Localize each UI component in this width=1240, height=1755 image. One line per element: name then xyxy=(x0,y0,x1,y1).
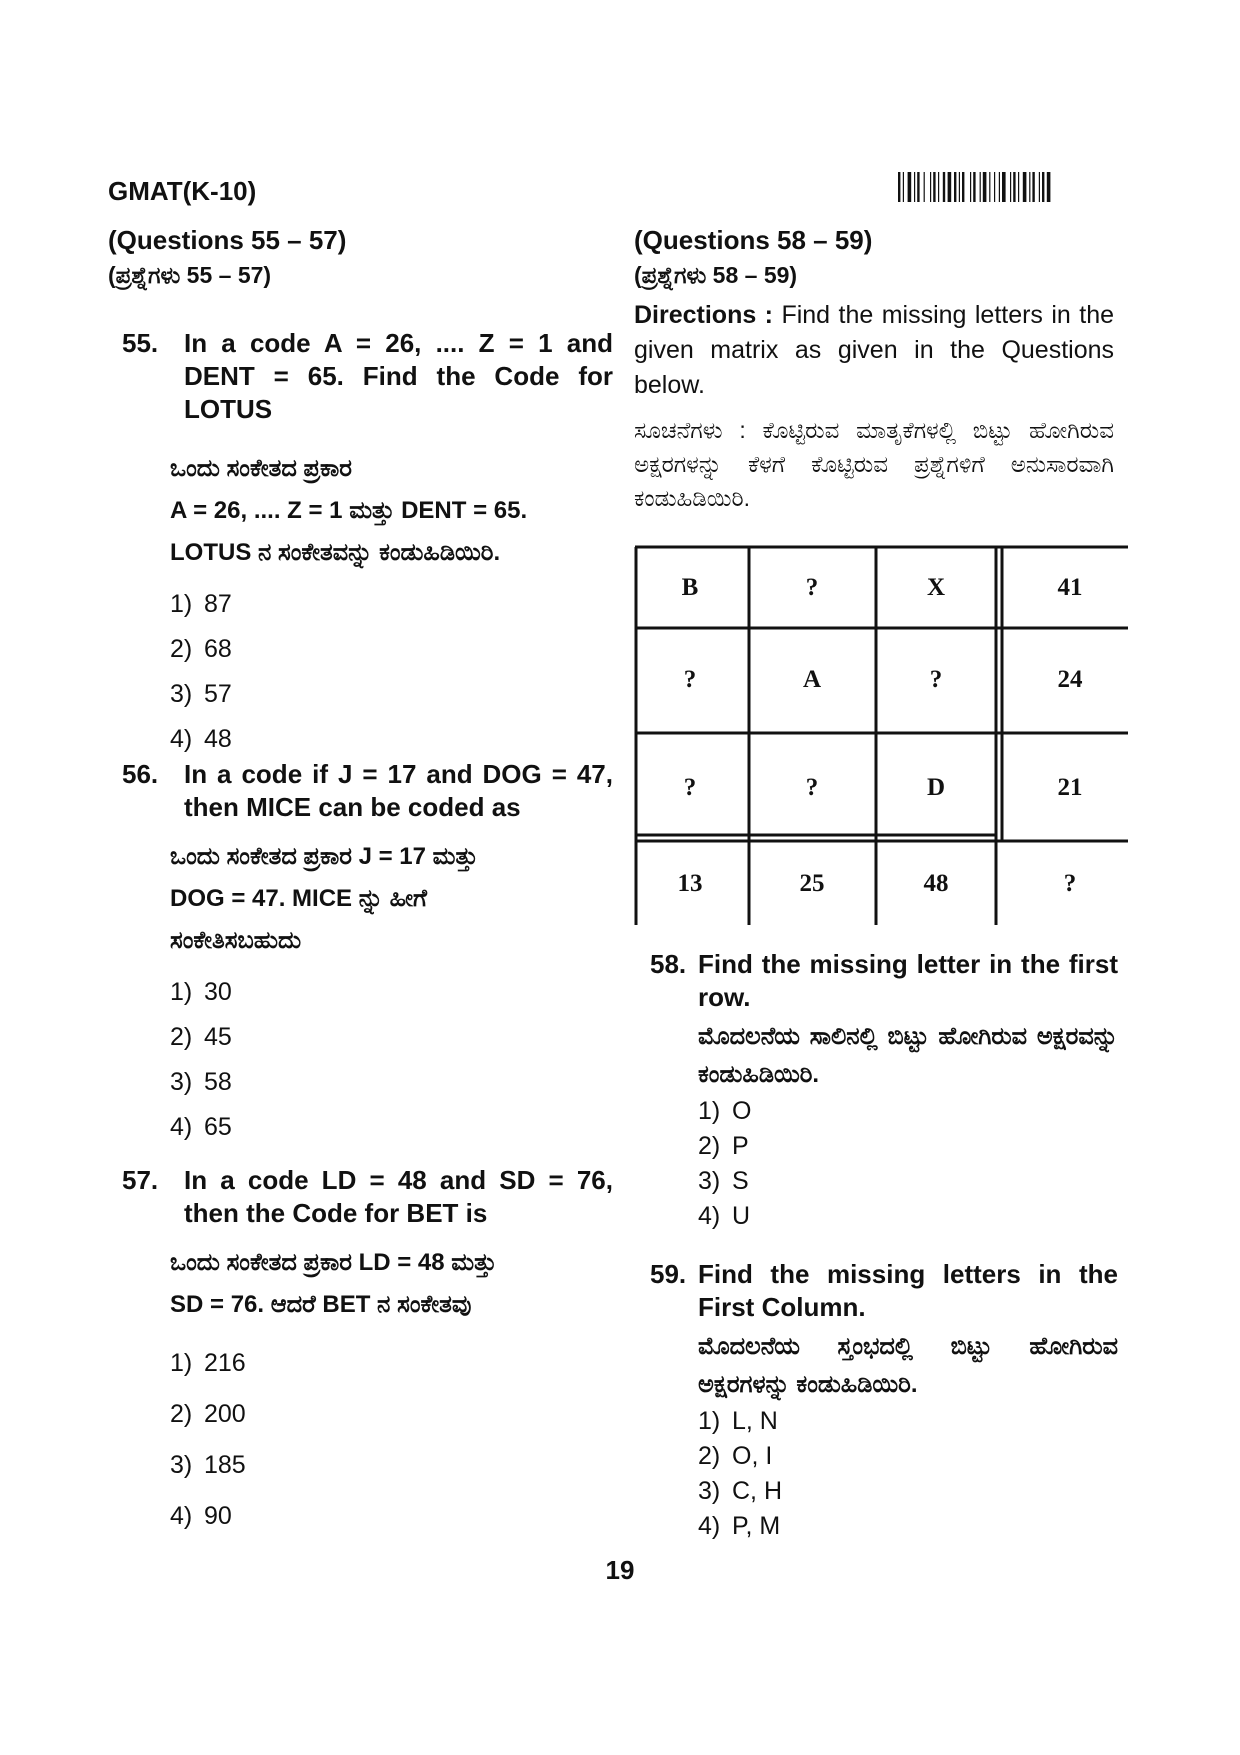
option[interactable]: 2) 68 xyxy=(170,635,232,663)
matrix-cell: B xyxy=(681,574,699,601)
options-list xyxy=(170,970,613,1150)
matrix-cell: 41 xyxy=(1057,574,1083,601)
question-text: Find the missing letter in the first row. xyxy=(698,949,1118,1012)
matrix-cell: ? xyxy=(805,574,819,601)
question-range-heading: (Questions 58 – 59) xyxy=(634,225,873,255)
matrix-grid-lines xyxy=(634,545,1128,925)
matrix-cell: 25 xyxy=(799,870,825,897)
option[interactable]: 1) O xyxy=(698,1097,752,1125)
question-number: 57. xyxy=(122,1165,159,1195)
question-number: 55. xyxy=(122,328,159,358)
options-list xyxy=(170,582,613,762)
kannada-line: ಒಂದು ಸಂಕೇತದ ಪ್ರಕಾರ xyxy=(170,455,352,482)
options-list xyxy=(170,1338,613,1542)
matrix-cell: ? xyxy=(683,666,697,693)
page-number: 19 xyxy=(605,1555,635,1585)
matrix-cell: ? xyxy=(929,666,943,693)
option[interactable]: 4) 65 xyxy=(170,1113,232,1141)
kannada-line: ಸಂಕೇತಿಸಬಹುದು xyxy=(170,927,302,954)
matrix-cell: ? xyxy=(805,774,819,801)
question-text: Find the missing letters in the First Column. xyxy=(698,1259,1118,1322)
matrix-cell: ? xyxy=(1063,870,1077,897)
kannada-line: ಒಂದು ಸಂಕೇತದ ಪ್ರಕಾರ LD = 48 ಮತ್ತು xyxy=(170,1249,497,1276)
question-text-kannada xyxy=(170,836,613,962)
kannada-line: LOTUS ನ ಸಂಕೇತವನ್ನು ಕಂಡುಹಿಡಿಯಿರಿ. xyxy=(170,539,501,566)
question-text: In a code if J = 17 and DOG = 47, then MICE can be coded as xyxy=(184,759,613,822)
letter-matrix xyxy=(634,545,1128,925)
directions xyxy=(634,298,1114,403)
option[interactable]: 2) O, I xyxy=(698,1442,773,1470)
matrix-cell: ? xyxy=(683,774,697,801)
right-column xyxy=(634,222,1114,515)
question-text-kannada: ಮೊದಲನೆಯ ಸಾಲಿನಲ್ಲಿ ಬಿಟ್ಟು ಹೋಗಿರುವ ಅಕ್ಷರವನ್ನು ಕಂಡುಹಿಡಿಯಿರಿ. xyxy=(698,1023,1118,1088)
option[interactable]: 3) 58 xyxy=(170,1068,232,1096)
directions-kannada: ಸೂಚನೆಗಳು : ಕೊಟ್ಟಿರುವ ಮಾತೃಕೆಗಳಲ್ಲಿ ಬಿಟ್ಟು ಹೋಗಿರುವ ಅಕ್ಷರಗಳನ್ನು ಕೆಳಗೆ ಕೊಟ್ಟಿರುವ ಪ್ರಶ್ನೆಗಳಿಗೆ ಅನುಸಾರವಾಗಿ ಕಂಡುಹಿಡಿಯಿರಿ. xyxy=(634,417,1114,511)
question-57 xyxy=(108,1164,613,1542)
option[interactable]: 2) 45 xyxy=(170,1023,232,1051)
question-text: In a code A = 26, .... Z = 1 and DENT = 65. Find the Code for LOTUS xyxy=(184,328,613,424)
left-column xyxy=(108,222,613,1530)
question-range-heading-kannada: (ಪ್ರಶ್ನೆಗಳು 58 – 59) xyxy=(634,262,798,288)
matrix-cell: X xyxy=(926,574,946,601)
kannada-line: A = 26, .... Z = 1 ಮತ್ತು DENT = 65. xyxy=(170,497,528,524)
question-range-heading-kannada: (ಪ್ರಶ್ನೆಗಳು 55 – 57) xyxy=(108,262,272,288)
question-number: 59. xyxy=(650,1259,687,1289)
option[interactable]: 3) S xyxy=(698,1167,749,1195)
kannada-line: ಒಂದು ಸಂಕೇತದ ಪ್ರಕಾರ J = 17 ಮತ್ತು xyxy=(170,843,478,870)
question-55 xyxy=(108,327,613,762)
matrix-cell: 48 xyxy=(923,870,949,897)
matrix-cell: 24 xyxy=(1057,666,1083,693)
kannada-line: SD = 76. ಆದರೆ BET ನ ಸಂಕೇತವು xyxy=(170,1291,472,1318)
matrix-cell: A xyxy=(802,666,822,693)
option[interactable]: 2) 200 xyxy=(170,1400,246,1428)
option[interactable]: 2) P xyxy=(698,1132,749,1160)
options-list xyxy=(698,1094,1118,1234)
directions-text: Find the missing letters in the given matrix as given in the Questions below. xyxy=(634,301,1114,399)
question-59 xyxy=(650,1258,1118,1544)
matrix-cell: 13 xyxy=(677,870,703,897)
option[interactable]: 3) 57 xyxy=(170,680,232,708)
directions-label: Directions : xyxy=(634,301,774,329)
option[interactable]: 4) 90 xyxy=(170,1502,232,1530)
option[interactable]: 3) 185 xyxy=(170,1451,246,1479)
question-text-kannada: ಮೊದಲನೆಯ ಸ್ತಂಭದಲ್ಲಿ ಬಿಟ್ಟು ಹೋಗಿರುವ ಅಕ್ಷರಗಳನ್ನು ಕಂಡುಹಿಡಿಯಿರಿ. xyxy=(698,1333,1118,1398)
matrix-cell: 21 xyxy=(1057,774,1083,801)
options-list xyxy=(698,1404,1118,1544)
barcode xyxy=(898,172,1110,202)
question-number: 56. xyxy=(122,759,159,789)
option[interactable]: 3) C, H xyxy=(698,1477,782,1505)
question-56 xyxy=(108,758,613,1150)
question-text: In a code LD = 48 and SD = 76, then the Code for BET is xyxy=(184,1165,613,1228)
question-text-kannada xyxy=(170,1242,613,1326)
matrix-cell: D xyxy=(926,774,946,801)
option[interactable]: 1) 216 xyxy=(170,1349,246,1377)
question-range-heading: (Questions 55 – 57) xyxy=(108,225,347,255)
paper-code: GMAT(K-10) xyxy=(108,176,257,206)
question-text-kannada xyxy=(170,448,613,574)
kannada-line: DOG = 47. MICE ನ್ನು ಹೀಗೆ xyxy=(170,885,427,912)
option[interactable]: 1) L, N xyxy=(698,1407,778,1435)
option[interactable]: 1) 30 xyxy=(170,978,232,1006)
question-58 xyxy=(650,948,1118,1234)
option[interactable]: 4) P, M xyxy=(698,1512,781,1540)
question-number: 58. xyxy=(650,949,687,979)
option[interactable]: 4) 48 xyxy=(170,725,232,753)
option[interactable]: 1) 87 xyxy=(170,590,232,618)
option[interactable]: 4) U xyxy=(698,1202,751,1230)
